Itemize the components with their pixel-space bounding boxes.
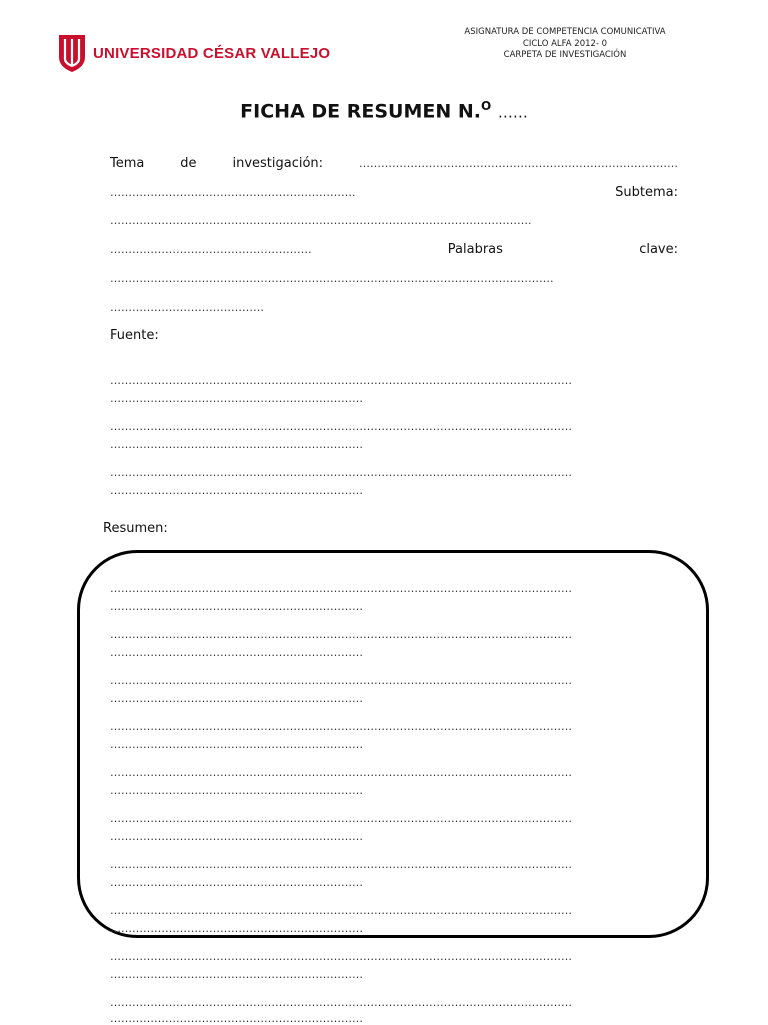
palabras-clave-blank[interactable]: …………………………………………………………………………………………………………. (110, 272, 554, 285)
tema-row (110, 156, 678, 171)
resumen-line[interactable]: ……………………………………………………………………………………………………………… (110, 582, 572, 595)
resumen-line[interactable]: ……………………………………………………………………………………………………………… (110, 720, 572, 733)
clave-label: clave: (639, 242, 678, 257)
fuente-line[interactable]: ……………………………………………………………………………………………………………… (110, 466, 572, 479)
resumen-line[interactable]: …………………………………………………………… (110, 600, 363, 613)
fuente-line[interactable]: …………………………………………………………… (110, 438, 363, 451)
resumen-line[interactable]: ……………………………………………………………………………………………………………… (110, 904, 572, 917)
fuente-line[interactable]: ……………………………………………………………………………………………………………… (110, 374, 572, 387)
resumen-line[interactable]: …………………………………………………………… (110, 876, 363, 889)
fuente-label: Fuente: (110, 328, 159, 343)
course-line: ASIGNATURA DE COMPETENCIA COMUNICATIVA (464, 27, 666, 37)
resumen-line[interactable]: …………………………………………………………… (110, 738, 363, 751)
resumen-line[interactable]: …………………………………………………………… (110, 692, 363, 705)
resumen-line[interactable]: ……………………………………………………………………………………………………………… (110, 812, 572, 825)
subtema-blank[interactable]: ……………………………………………………………………………………………………. (110, 214, 532, 227)
fuente-line[interactable]: …………………………………………………………… (110, 484, 363, 497)
resumen-line[interactable]: …………………………………………………………… (110, 968, 363, 981)
palabras-clave-row (110, 242, 678, 257)
palabras-clave-blank-cont[interactable]: …………………………………… (110, 301, 264, 314)
fuente-line[interactable]: …………………………………………………………… (110, 392, 363, 405)
subtema-blank-cont[interactable]: ………………………………………………. (110, 243, 312, 256)
resumen-line[interactable]: ……………………………………………………………………………………………………………… (110, 628, 572, 641)
resumen-line[interactable]: ……………………………………………………………………………………………………………… (110, 858, 572, 871)
resumen-line[interactable]: …………………………………………………………… (110, 646, 363, 659)
tema-blank[interactable]: …………………………………………………………………………… (358, 157, 678, 170)
resumen-line[interactable]: …………………………………………………………… (110, 1012, 363, 1025)
course-line: CARPETA DE INVESTIGACIÓN (503, 50, 627, 60)
tema-label: Tema (110, 156, 145, 171)
course-info (440, 27, 690, 62)
palabras-label: Palabras (447, 242, 503, 257)
course-line: CICLO ALFA 2012- 0 (522, 38, 608, 49)
tema-label: investigación: (232, 156, 324, 171)
page-title (0, 99, 768, 122)
subtema-row (110, 185, 678, 200)
resumen-line[interactable]: ……………………………………………………………………………………………………………… (110, 674, 572, 687)
university-crest-icon (57, 33, 87, 73)
university-logo (57, 33, 330, 73)
tema-blank-cont[interactable]: …………………………………………………………. (110, 186, 356, 199)
fuente-line[interactable]: ……………………………………………………………………………………………………………… (110, 420, 572, 433)
resumen-line[interactable]: ……………………………………………………………………………………………………………… (110, 950, 572, 963)
resumen-line[interactable]: …………………………………………………………… (110, 922, 363, 935)
resumen-label: Resumen: (103, 521, 168, 536)
resumen-line[interactable]: ……………………………………………………………………………………………………………… (110, 996, 572, 1009)
title-superscript: O (481, 99, 492, 113)
university-name: UNIVERSIDAD CÉSAR VALLEJO (93, 44, 331, 62)
resumen-line[interactable]: ……………………………………………………………………………………………………………… (110, 766, 572, 779)
resumen-line[interactable]: …………………………………………………………… (110, 784, 363, 797)
title-number-blank: …… (497, 103, 528, 122)
tema-label: de (180, 156, 197, 171)
resumen-line[interactable]: …………………………………………………………… (110, 830, 363, 843)
title-text: FICHA DE RESUMEN N. (240, 100, 481, 123)
subtema-label: Subtema: (615, 185, 678, 200)
